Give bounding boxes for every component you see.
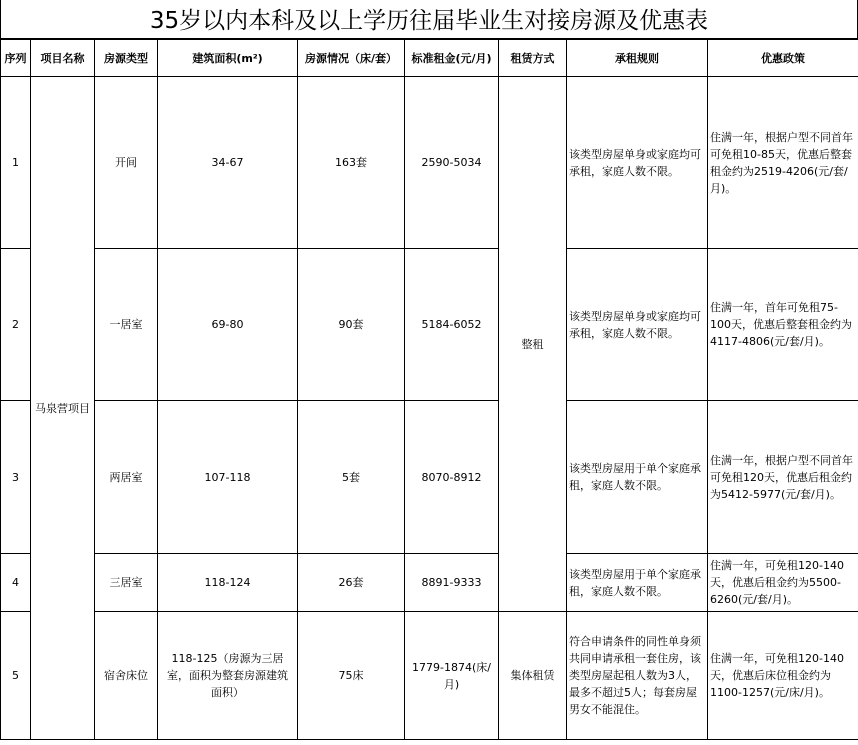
rental-mode-cell: 整租 xyxy=(499,77,567,612)
housing-table xyxy=(0,38,858,740)
row-seq: 2 xyxy=(1,249,31,401)
header-seq: 序列 xyxy=(1,39,31,77)
row-seq: 3 xyxy=(1,401,31,554)
header-count: 房源情况（床/套） xyxy=(298,39,405,77)
row-count: 75床 xyxy=(298,612,405,740)
header-policy: 优惠政策 xyxy=(708,39,858,77)
header-rent: 标准租金(元/月) xyxy=(405,39,499,77)
row-type: 三居室 xyxy=(95,554,158,612)
row-rules: 该类型房屋用于单个家庭承租，家庭人数不限。 xyxy=(567,554,708,612)
table-row xyxy=(1,612,858,740)
row-rules: 该类型房屋单身或家庭均可承租，家庭人数不限。 xyxy=(567,249,708,401)
row-policy: 住满一年，可免租120-140天，优惠后床位租金约为1100-1257(元/床/月)。 xyxy=(708,612,858,740)
row-count: 163套 xyxy=(298,77,405,249)
row-rent: 8891-9333 xyxy=(405,554,499,612)
row-area: 69-80 xyxy=(158,249,298,401)
row-rent: 1779-1874(床/月) xyxy=(405,612,499,740)
row-area: 118-124 xyxy=(158,554,298,612)
row-area: 34-67 xyxy=(158,77,298,249)
row-rent: 8070-8912 xyxy=(405,401,499,554)
header-type: 房源类型 xyxy=(95,39,158,77)
table-row xyxy=(1,401,858,554)
row-rent: 5184-6052 xyxy=(405,249,499,401)
row-count: 90套 xyxy=(298,249,405,401)
row-rules: 符合申请条件的同性单身须共同申请承租一套住房，该类型房屋起租人数为3人，最多不超过5人；每套房屋男女不能混住。 xyxy=(567,612,708,740)
table-row xyxy=(1,77,858,249)
row-type: 一居室 xyxy=(95,249,158,401)
row-type: 宿舍床位 xyxy=(95,612,158,740)
row-policy: 住满一年，可免租120-140天，优惠后租金约为5500-6260(元/套/月)。 xyxy=(708,554,858,612)
table-row xyxy=(1,554,858,612)
project-name-cell: 马泉营项目 xyxy=(31,77,95,740)
row-rent: 2590-5034 xyxy=(405,77,499,249)
row-count: 26套 xyxy=(298,554,405,612)
document-title: 35岁以内本科及以上学历往届毕业生对接房源及优惠表 xyxy=(0,0,858,38)
header-rules: 承租规则 xyxy=(567,39,708,77)
header-row xyxy=(1,39,858,77)
row-area: 118-125（房源为三居室，面积为整套房源建筑面积） xyxy=(158,612,298,740)
table-row xyxy=(1,249,858,401)
row-area: 107-118 xyxy=(158,401,298,554)
row-seq: 1 xyxy=(1,77,31,249)
row-policy: 住满一年，首年可免租75-100天，优惠后整套租金约为4117-4806(元/套/月)。 xyxy=(708,249,858,401)
row-rules: 该类型房屋单身或家庭均可承租，家庭人数不限。 xyxy=(567,77,708,249)
row-count: 5套 xyxy=(298,401,405,554)
row-type: 开间 xyxy=(95,77,158,249)
header-project: 项目名称 xyxy=(31,39,95,77)
header-mode: 租赁方式 xyxy=(499,39,567,77)
row-seq: 4 xyxy=(1,554,31,612)
row-policy: 住满一年，根据户型不同首年可免租120天，优惠后租金约为5412-5977(元/套/月)。 xyxy=(708,401,858,554)
row-seq: 5 xyxy=(1,612,31,740)
row-policy: 住满一年，根据户型不同首年可免租10-85天，优惠后整套租金约为2519-4206(元/套/月)。 xyxy=(708,77,858,249)
rental-mode-cell: 集体租赁 xyxy=(499,612,567,740)
row-type: 两居室 xyxy=(95,401,158,554)
header-area: 建筑面积(m²) xyxy=(158,39,298,77)
row-rules: 该类型房屋用于单个家庭承租，家庭人数不限。 xyxy=(567,401,708,554)
